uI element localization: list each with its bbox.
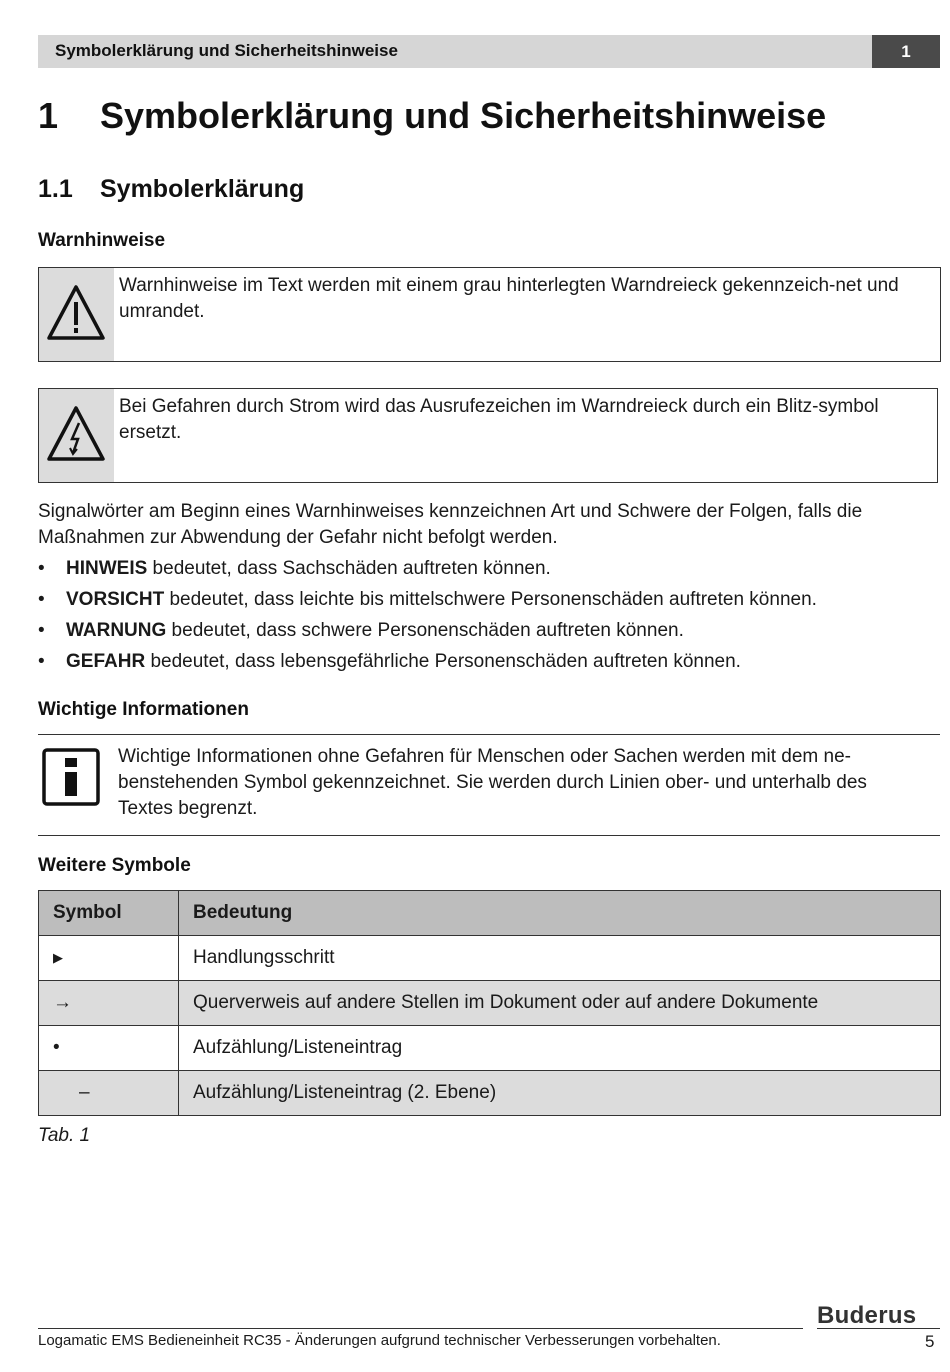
section-heading-number: 1.1 bbox=[38, 175, 73, 203]
signal-word-hinweis: HINWEIS bbox=[66, 558, 148, 579]
brand-logo: Buderus bbox=[817, 1302, 917, 1329]
symbol-cell-bullet: • bbox=[39, 1026, 179, 1071]
signal-word-description: bedeutet, dass lebensgefährliche Personenschäden auftreten können. bbox=[145, 651, 741, 672]
signal-word-description: bedeutet, dass schwere Personenschäden auftreten können. bbox=[166, 620, 684, 641]
symbol-cell-action-step: ▶ bbox=[39, 936, 179, 981]
warning-icon-column-electric bbox=[39, 389, 114, 482]
list-item bbox=[38, 618, 938, 649]
column-header-bedeutung: Bedeutung bbox=[179, 891, 941, 936]
symbol-table bbox=[38, 890, 941, 1116]
info-bottom-divider bbox=[38, 835, 940, 836]
warning-box-general bbox=[38, 267, 941, 362]
footer-divider bbox=[38, 1328, 803, 1329]
running-header bbox=[38, 35, 940, 68]
signal-word-vorsicht: VORSICHT bbox=[66, 589, 165, 610]
info-top-divider bbox=[38, 734, 940, 735]
table-row bbox=[39, 936, 941, 981]
bullet-glyph: • bbox=[38, 558, 45, 579]
footer-text: Logamatic EMS Bedieneinheit RC35 - Änderungen aufgrund technischer Verbesserungen vorbehalten. bbox=[38, 1332, 721, 1349]
warnhinweise-heading: Warnhinweise bbox=[38, 230, 166, 251]
bullet-glyph: • bbox=[38, 651, 45, 672]
signal-word-gefahr: GEFAHR bbox=[66, 651, 146, 672]
chapter-number-badge: 1 bbox=[872, 35, 940, 68]
chapter-heading bbox=[38, 95, 826, 137]
weitere-symbole-heading: Weitere Symbole bbox=[38, 855, 191, 876]
warning-box-electric-text: Bei Gefahren durch Strom wird das Ausrufezeichen im Warndreieck durch ein Blitz-symbol ersetzt. bbox=[119, 396, 879, 443]
meaning-cell: Handlungsschritt bbox=[179, 936, 941, 981]
warning-box-general-text: Warnhinweise im Text werden mit einem grau hinterlegten Warndreieck gekennzeich-net und umrandet. bbox=[119, 275, 899, 322]
bullet-glyph: • bbox=[38, 620, 45, 641]
meaning-cell: Aufzählung/Listeneintrag (2. Ebene) bbox=[179, 1071, 941, 1116]
warning-box-electric bbox=[38, 388, 938, 483]
table-row bbox=[39, 1071, 941, 1116]
signal-words-list bbox=[38, 556, 938, 680]
meaning-cell: Querverweis auf andere Stellen im Dokument oder auf andere Dokumente bbox=[179, 981, 941, 1026]
running-header-title: Symbolerklärung und Sicherheitshinweise bbox=[55, 41, 398, 60]
chapter-heading-number: 1 bbox=[38, 95, 59, 136]
info-icon bbox=[42, 748, 100, 806]
warning-icon-column bbox=[39, 268, 114, 361]
table-row bbox=[39, 1026, 941, 1071]
warning-triangle-lightning-icon bbox=[45, 403, 107, 465]
section-heading-text: Symbolerklärung bbox=[100, 175, 305, 203]
symbol-cell-dash: – bbox=[39, 1071, 179, 1116]
symbol-cell-cross-reference: → bbox=[39, 981, 179, 1026]
signal-word-description: bedeutet, dass leichte bis mittelschwere Personenschäden auftreten können. bbox=[164, 589, 817, 610]
section-heading bbox=[38, 175, 304, 204]
signal-word-warnung: WARNUNG bbox=[66, 620, 167, 641]
table-caption: Tab. 1 bbox=[38, 1125, 91, 1146]
bullet-glyph: • bbox=[38, 589, 45, 610]
page-number: 5 bbox=[925, 1332, 935, 1351]
list-item bbox=[38, 649, 938, 680]
list-item bbox=[38, 587, 938, 618]
info-text: Wichtige Informationen ohne Gefahren für Menschen oder Sachen werden mit dem ne-benstehenden Symbol gekennzeichnet. Sie werden durch Linien ober- und unterhalb des Textes begrenzt. bbox=[118, 746, 867, 819]
meaning-cell: Aufzählung/Listeneintrag bbox=[179, 1026, 941, 1071]
warning-triangle-exclamation-icon bbox=[45, 282, 107, 344]
chapter-heading-text: Symbolerklärung und Sicherheitshinweise bbox=[100, 95, 827, 136]
signal-words-intro: Signalwörter am Beginn eines Warnhinweises kennzeichnen Art und Schwere der Folgen, falls die Maßnahmen zur Abwendung der Gefahr nicht befolgt werden. bbox=[38, 501, 863, 548]
table-header-row bbox=[39, 891, 941, 936]
footer-divider-right bbox=[817, 1328, 940, 1329]
table-row bbox=[39, 981, 941, 1026]
signal-word-description: bedeutet, dass Sachschäden auftreten können. bbox=[147, 558, 551, 579]
list-item bbox=[38, 556, 938, 587]
column-header-symbol: Symbol bbox=[39, 891, 179, 936]
wichtige-informationen-heading: Wichtige Informationen bbox=[38, 699, 249, 720]
